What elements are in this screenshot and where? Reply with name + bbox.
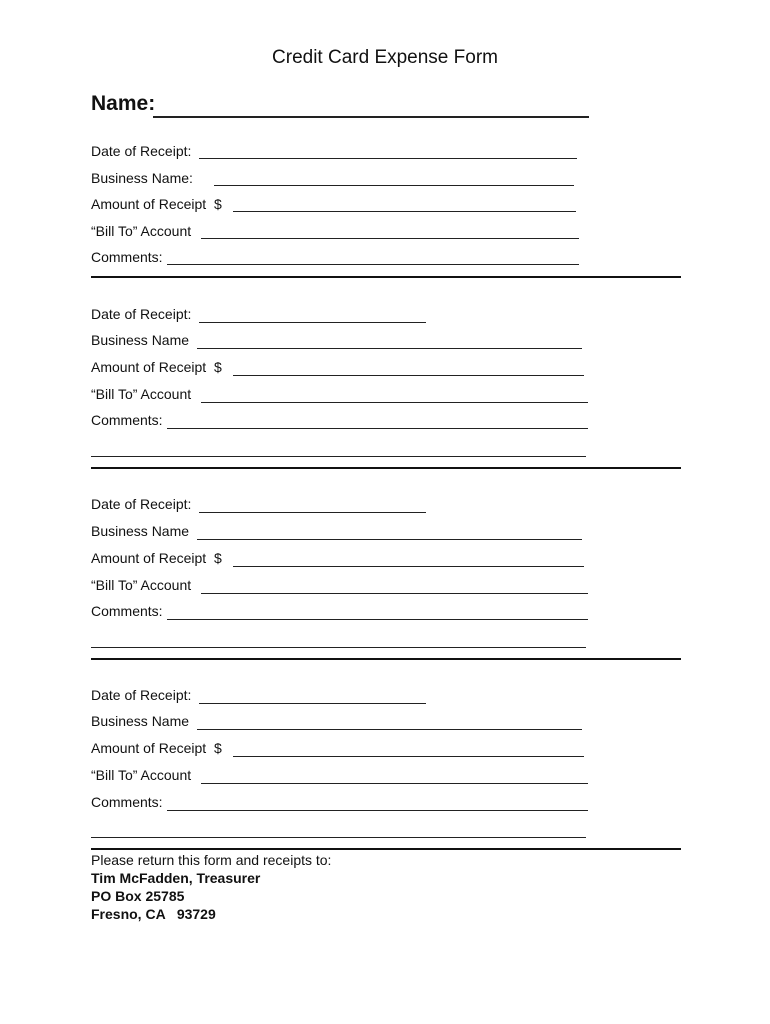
amount-of-receipt-label: Amount of Receipt $	[91, 196, 222, 212]
date-of-receipt-field[interactable]	[199, 703, 426, 704]
city-state-zip: Fresno, CA 93729	[91, 906, 216, 922]
business-name-field[interactable]	[197, 539, 582, 540]
section-divider	[91, 467, 681, 469]
comments-field[interactable]	[167, 619, 588, 620]
date-of-receipt-field[interactable]	[199, 158, 577, 159]
comments-field[interactable]	[167, 810, 588, 811]
comments-extra-line[interactable]	[91, 456, 586, 457]
amount-of-receipt-label: Amount of Receipt $	[91, 550, 222, 566]
business-name-label: Business Name	[91, 713, 190, 729]
comments-label: Comments:	[91, 794, 163, 810]
bill-to-account-label: “Bill To” Account	[91, 386, 192, 402]
business-name-label: Business Name:	[91, 170, 193, 186]
return-instruction: Please return this form and receipts to:	[91, 852, 332, 868]
section-divider	[91, 658, 681, 660]
date-of-receipt-label: Date of Receipt:	[91, 143, 192, 159]
amount-of-receipt-field[interactable]	[233, 375, 584, 376]
bill-to-account-field[interactable]	[201, 238, 579, 239]
comments-extra-line[interactable]	[91, 837, 586, 838]
name-input-line[interactable]	[153, 116, 589, 118]
business-name-field[interactable]	[197, 729, 582, 730]
business-name-field[interactable]	[197, 348, 582, 349]
comments-extra-line[interactable]	[91, 647, 586, 648]
amount-of-receipt-field[interactable]	[233, 756, 584, 757]
bill-to-account-label: “Bill To” Account	[91, 767, 192, 783]
business-name-label: Business Name	[91, 523, 190, 539]
form-title: Credit Card Expense Form	[272, 47, 498, 68]
name-label: Name:	[91, 92, 156, 115]
amount-of-receipt-label: Amount of Receipt $	[91, 359, 222, 375]
po-box: PO Box 25785	[91, 888, 185, 904]
contact-name: Tim McFadden, Treasurer	[91, 870, 261, 886]
comments-field[interactable]	[167, 428, 588, 429]
comments-label: Comments:	[91, 412, 163, 428]
comments-label: Comments:	[91, 603, 163, 619]
business-name-field[interactable]	[214, 185, 574, 186]
date-of-receipt-label: Date of Receipt:	[91, 687, 192, 703]
date-of-receipt-field[interactable]	[199, 512, 426, 513]
bill-to-account-label: “Bill To” Account	[91, 577, 192, 593]
date-of-receipt-label: Date of Receipt:	[91, 496, 192, 512]
bill-to-account-field[interactable]	[201, 593, 588, 594]
bill-to-account-field[interactable]	[201, 783, 588, 784]
business-name-label: Business Name	[91, 332, 190, 348]
section-divider	[91, 848, 681, 850]
bill-to-account-label: “Bill To” Account	[91, 223, 192, 239]
section-divider	[91, 276, 681, 278]
amount-of-receipt-label: Amount of Receipt $	[91, 740, 222, 756]
amount-of-receipt-field[interactable]	[233, 211, 576, 212]
comments-label: Comments:	[91, 249, 163, 265]
amount-of-receipt-field[interactable]	[233, 566, 584, 567]
bill-to-account-field[interactable]	[201, 402, 588, 403]
comments-field[interactable]	[167, 264, 579, 265]
date-of-receipt-label: Date of Receipt:	[91, 306, 192, 322]
date-of-receipt-field[interactable]	[199, 322, 426, 323]
